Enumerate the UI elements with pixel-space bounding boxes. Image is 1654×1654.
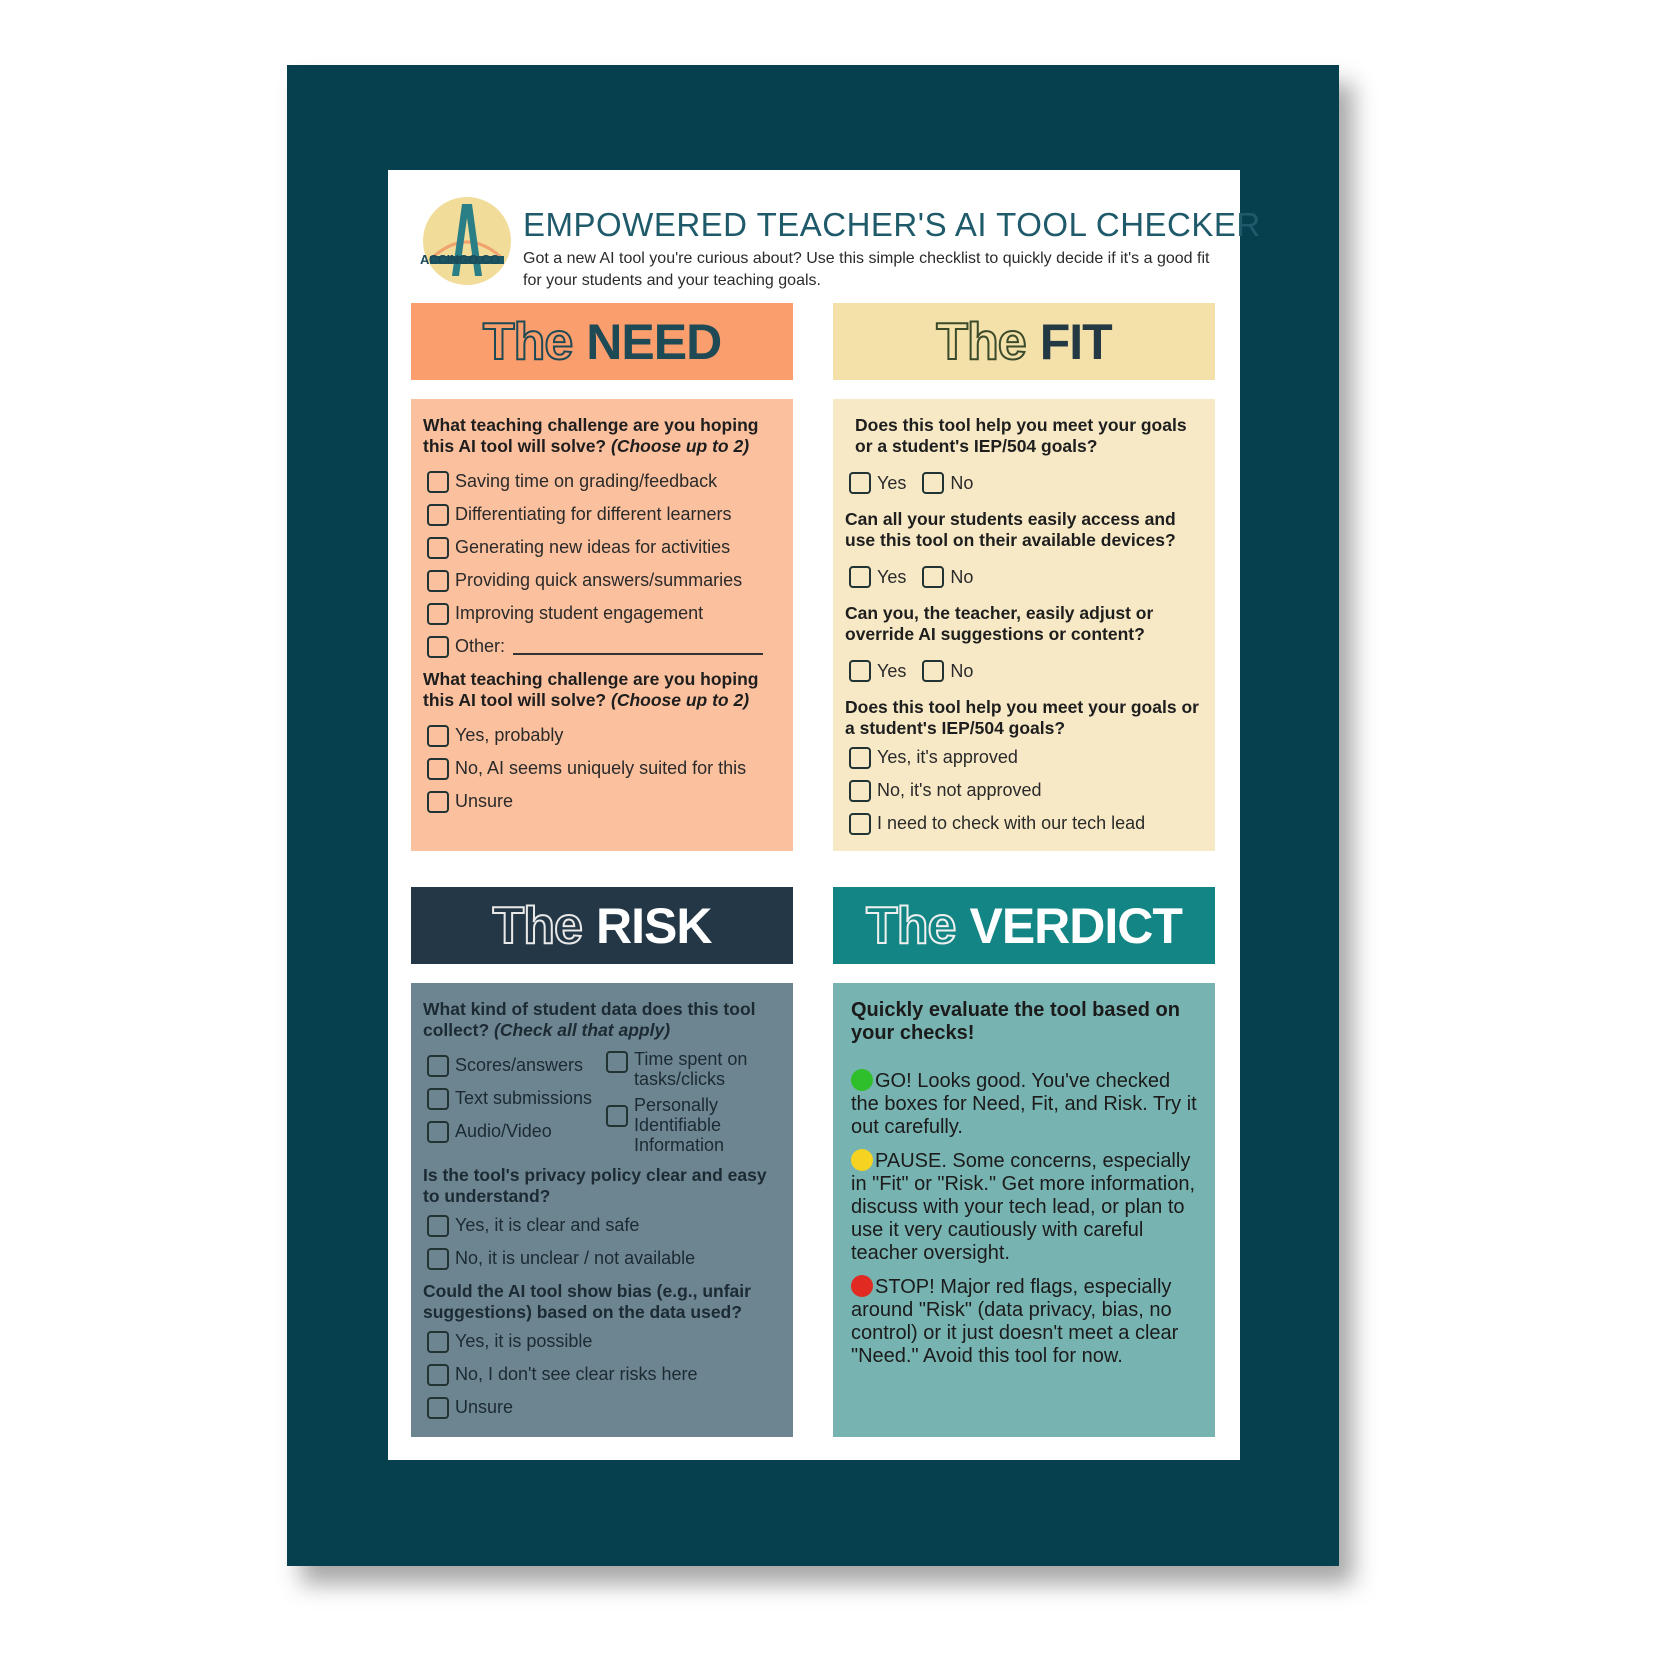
risk-panel: [411, 983, 793, 1437]
fit-header-the: The: [936, 312, 1026, 371]
risk-data-col-right: [602, 1049, 781, 1161]
risk-question-3: Could the AI tool show bias (e.g., unfair suggestions) based on the data used?: [423, 1281, 751, 1322]
risk-question-2: Is the tool's privacy policy clear and easy to understand?: [423, 1165, 767, 1206]
checkbox[interactable]: [427, 725, 449, 747]
yes-option[interactable]: Yes: [845, 561, 906, 594]
checkbox[interactable]: [427, 1364, 449, 1386]
checkbox[interactable]: [849, 660, 871, 682]
checkbox[interactable]: [922, 660, 944, 682]
need-option[interactable]: No, AI seems uniquely suited for this: [423, 752, 781, 785]
verdict-go: GO! Looks good. You've checked the boxes for Need, Fit, and Risk. Try it out carefully.: [851, 1070, 1197, 1138]
fit-question-4: Does this tool help you meet your goals or a student's IEP/504 goals?: [845, 697, 1199, 738]
need-option-other[interactable]: Other:: [423, 630, 781, 663]
checkbox[interactable]: [427, 1331, 449, 1353]
checkbox[interactable]: [849, 780, 871, 802]
risk-option[interactable]: No, I don't see clear risks here: [423, 1358, 781, 1391]
checkbox[interactable]: [849, 747, 871, 769]
fit-option[interactable]: Yes, it's approved: [845, 741, 1203, 774]
red-circle-icon: [851, 1275, 873, 1297]
risk-option[interactable]: Yes, it is possible: [423, 1325, 781, 1358]
checkbox[interactable]: [849, 813, 871, 835]
fit-panel: [833, 399, 1215, 851]
checkbox[interactable]: [427, 537, 449, 559]
need-question-2: What teaching challenge are you hoping this AI tool will solve? (Choose up to 2): [423, 669, 759, 710]
yes-option[interactable]: Yes: [845, 467, 906, 500]
checkbox[interactable]: [849, 566, 871, 588]
yes-option[interactable]: Yes: [845, 655, 906, 688]
yellow-circle-icon: [851, 1149, 873, 1171]
green-circle-icon: [851, 1069, 873, 1091]
checkbox[interactable]: [849, 472, 871, 494]
verdict-panel: [833, 983, 1215, 1437]
no-option[interactable]: No: [918, 467, 973, 500]
need-option[interactable]: Saving time on grading/feedback: [423, 465, 781, 498]
other-write-in-line[interactable]: [513, 639, 763, 655]
checkbox[interactable]: [427, 1088, 449, 1110]
risk-option[interactable]: Audio/Video: [423, 1115, 602, 1148]
checkbox[interactable]: [427, 791, 449, 813]
need-option[interactable]: Unsure: [423, 785, 781, 818]
poster-board: [287, 65, 1339, 1566]
checkbox[interactable]: [922, 472, 944, 494]
verdict-intro: Quickly evaluate the tool based on your checks!: [851, 999, 1180, 1044]
logo-text: ACCINGO.CO: [420, 252, 500, 267]
no-option[interactable]: No: [918, 561, 973, 594]
fit-header-word: FIT: [1039, 313, 1112, 370]
verdict-header: [833, 887, 1215, 964]
risk-option[interactable]: Unsure: [423, 1391, 781, 1424]
checklist-sheet: [388, 170, 1261, 1460]
verdict-header-the: The: [866, 896, 956, 955]
checkbox[interactable]: [427, 1248, 449, 1270]
fit-question-3: Can you, the teacher, easily adjust or override AI suggestions or content?: [845, 603, 1154, 644]
checkbox[interactable]: [427, 504, 449, 526]
fit-yes-no-2: [845, 559, 1203, 595]
checkbox[interactable]: [606, 1105, 628, 1127]
checkbox[interactable]: [427, 1121, 449, 1143]
need-option[interactable]: Providing quick answers/summaries: [423, 564, 781, 597]
risk-data-col-left: [423, 1049, 602, 1161]
risk-header-the: The: [492, 896, 582, 955]
fit-option[interactable]: No, it's not approved: [845, 774, 1203, 807]
need-option[interactable]: Generating new ideas for activities: [423, 531, 781, 564]
checkbox[interactable]: [427, 471, 449, 493]
checkbox[interactable]: [922, 566, 944, 588]
page-subtitle: Got a new AI tool you're curious about? Use this simple checklist to quickly decide if it's a good fit for your students and your teaching goals.: [523, 250, 1210, 289]
checkbox[interactable]: [427, 758, 449, 780]
fit-question-1: Does this tool help you meet your goals or a student's IEP/504 goals?: [855, 415, 1187, 456]
risk-option[interactable]: Scores/answers: [423, 1049, 602, 1082]
need-panel: [411, 399, 793, 851]
fit-option[interactable]: I need to check with our tech lead: [845, 807, 1203, 840]
verdict-header-word: VERDICT: [969, 897, 1182, 954]
risk-question-1: What kind of student data does this tool collect? (Check all that apply): [423, 999, 756, 1040]
checkbox[interactable]: [427, 636, 449, 658]
need-option[interactable]: Yes, probably: [423, 719, 781, 752]
checkbox[interactable]: [606, 1051, 628, 1073]
risk-option[interactable]: Text submissions: [423, 1082, 602, 1115]
fit-header: [833, 303, 1215, 380]
risk-header: [411, 887, 793, 964]
risk-option[interactable]: Time spent on tasks/clicks: [602, 1049, 781, 1089]
need-option[interactable]: Improving student engagement: [423, 597, 781, 630]
fit-yes-no-3: [845, 653, 1203, 689]
verdict-pause: PAUSE. Some concerns, especially in "Fit" or "Risk." Get more information, discuss with your tech lead, or plan to use it very cautiously with careful teacher oversight.: [851, 1150, 1196, 1264]
checkbox[interactable]: [427, 570, 449, 592]
checkbox[interactable]: [427, 1397, 449, 1419]
fit-yes-no-1: [845, 465, 1203, 501]
need-option[interactable]: Differentiating for different learners: [423, 498, 781, 531]
page-title: EMPOWERED TEACHER'S AI TOOL CHECKER: [523, 206, 1261, 243]
risk-option[interactable]: Yes, it is clear and safe: [423, 1209, 781, 1242]
risk-option[interactable]: No, it is unclear / not available: [423, 1242, 781, 1275]
risk-option[interactable]: Personally Identifiable Information: [602, 1095, 781, 1155]
checkbox[interactable]: [427, 603, 449, 625]
risk-header-word: RISK: [595, 897, 712, 954]
need-header-word: NEED: [586, 313, 722, 370]
fit-question-2: Can all your students easily access and use this tool on their available devices?: [845, 509, 1176, 550]
bridge-logo-icon: [422, 196, 512, 286]
no-option[interactable]: No: [918, 655, 973, 688]
checkbox[interactable]: [427, 1055, 449, 1077]
risk-data-types: [423, 1049, 781, 1161]
need-header-the: The: [482, 312, 573, 371]
need-header: [411, 303, 793, 380]
need-question-1: What teaching challenge are you hoping this AI tool will solve? (Choose up to 2): [423, 415, 759, 456]
checkbox[interactable]: [427, 1215, 449, 1237]
verdict-stop: STOP! Major red flags, especially around "Risk" (data privacy, bias, no control) or it just doesn't meet a clear "Need." Avoid this tool for now.: [851, 1276, 1179, 1367]
